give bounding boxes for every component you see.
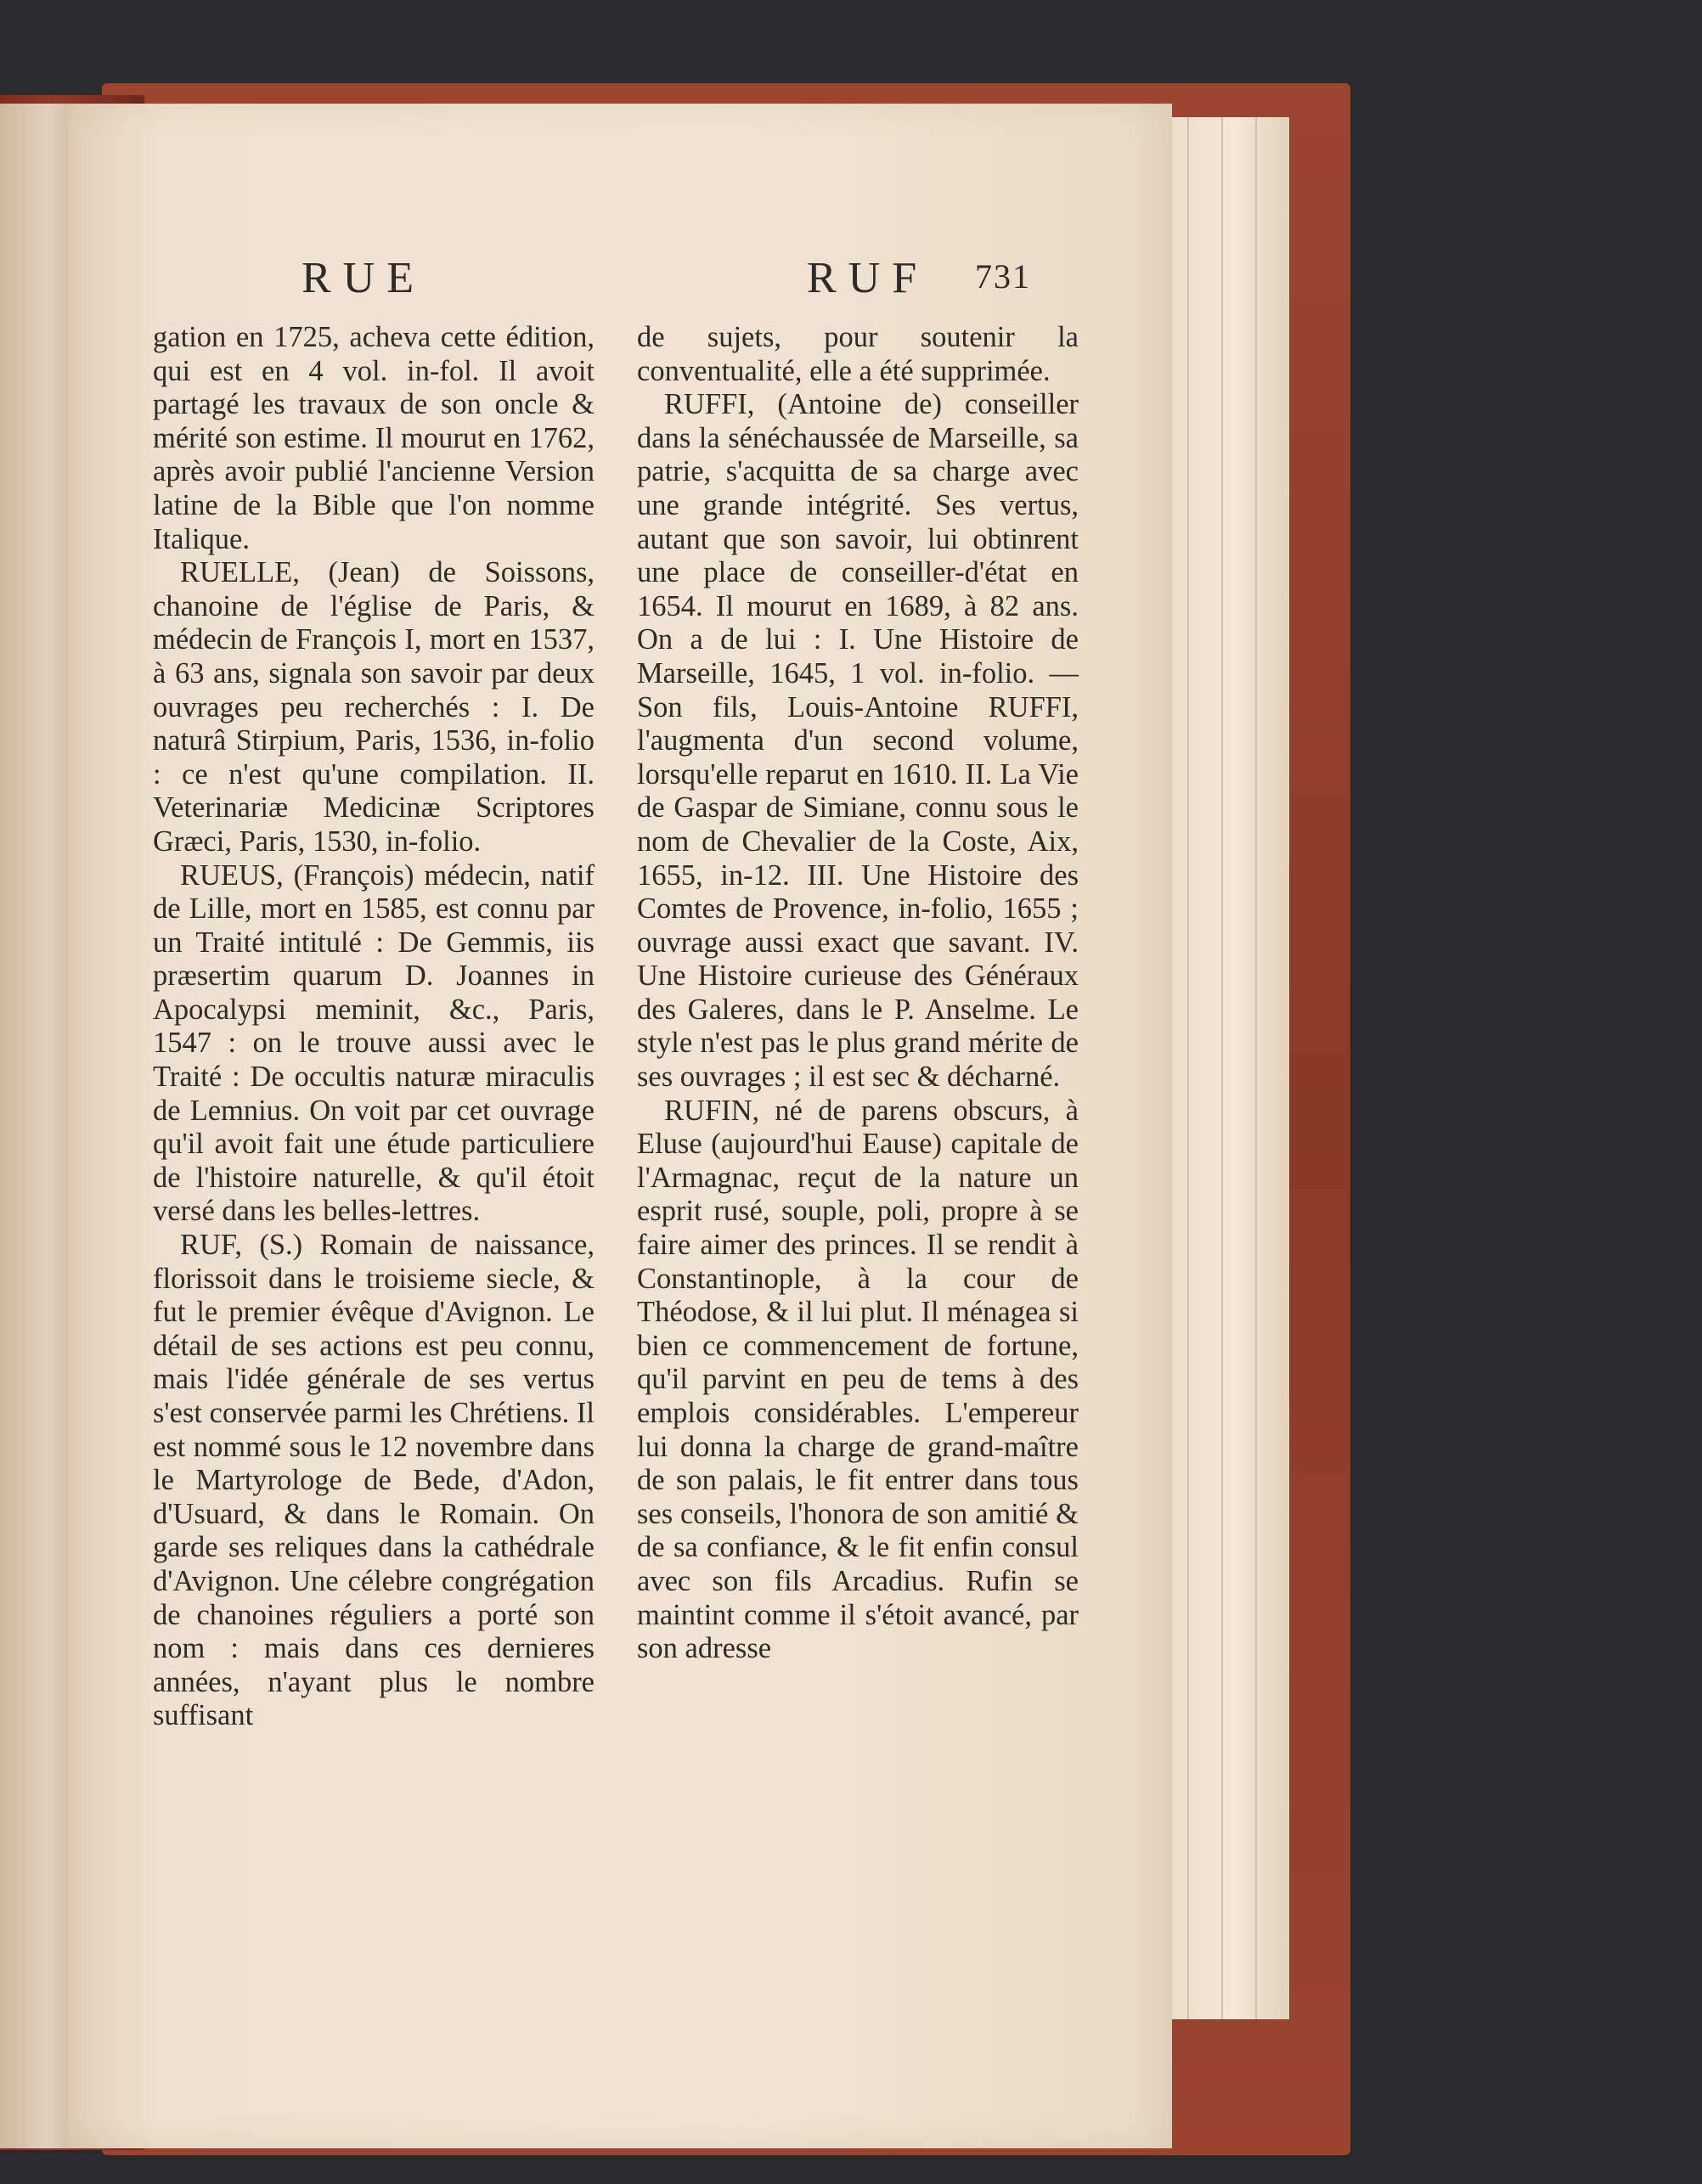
entry-paragraph: RUELLE, (Jean) de Soissons, chanoine de l'église de Paris, & médecin de François I, mort en 1537, à 63 ans, signala son savoir par deux ouvrages peu recherchés : I. De naturâ Stirpium, Paris, 1536, in-folio : ce n'est qu'une compilation. II. Veterinariæ Medicinæ Scriptores Græci, Paris, 1530, in-folio. — [153, 556, 595, 858]
book-page — [68, 104, 1172, 2148]
entry-paragraph: RUEUS, (François) médecin, natif de Lille, mort en 1585, est connu par un Traité intitulé : De Gemmis, iis præsertim quarum D. Joannes in Apocalypsi meminit, &c., Paris, 1547 : on le trouve aussi avec le Traité : De occultis naturæ miraculis de Lemnius. On voit par cet ouvrage qu'il avoit fait une étude particuliere de l'histoire naturelle, & qu'il étoit versé dans les belles-lettres. — [153, 858, 595, 1228]
entry-paragraph: RUFIN, né de parens obscurs, à Eluse (aujourd'hui Eause) capitale de l'Armagnac, reçut de la nature un esprit rusé, souple, poli, propre à se faire aimer des princes. Il se rendit à Constantinople, à la cour de Théodose, & il lui plut. Il ménagea si bien ce commencement de fortune, qu'il parvint en peu de tems à des emplois considérables. L'empereur lui donna la charge de grand-maître de son palais, le fit entrer dans tous ses conseils, l'honora de son amitié & de sa confiance, & le fit enfin consul avec son fils Arcadius. Rufin se maintint comme il s'étoit avancé, par son adresse — [637, 1094, 1079, 1665]
entry-paragraph: RUFFI, (Antoine de) conseiller dans la sénéchaussée de Marseille, sa patrie, s'acquitta de sa charge avec une grande intégrité. Ses vertus, autant que son savoir, lui obtinrent une place de conseiller-d'état en 1654. Il mourut en 1689, à 82 ans. On a de lui : I. Une Histoire de Marseille, 1645, 1 vol. in-folio. — Son fils, Louis-Antoine RUFFI, l'augmenta d'un second volume, lorsqu'elle reparut en 1610. II. La Vie de Gaspar de Simiane, connu sous le nom de Chevalier de la Coste, Aix, 1655, in-12. III. Une Histoire des Comtes de Provence, in-folio, 1655 ; ouvrage aussi exact que savant. IV. Une Histoire curieuse des Généraux des Galeres, dans le P. Anselme. Le style n'est pas le plus grand mérite de ses ouvrages ; il est sec & décharné. — [637, 388, 1079, 1094]
left-column — [153, 321, 595, 1733]
text-columns — [153, 321, 1079, 1733]
page-number: 731 — [975, 257, 1031, 296]
entry-paragraph: RUF, (S.) Romain de naissance, florissoit dans le troisieme siecle, & fut le premier évêque d'Avignon. Le détail de ses actions est peu connu, mais l'idée générale de ses vertus s'est conservée parmi les Chrétiens. Il est nommé sous le 12 novembre dans le Martyrologe de Bede, d'Adon, d'Usuard, & dans le Romain. On garde ses reliques dans la cathédrale d'Avignon. Une célebre congrégation de chanoines réguliers a porté son nom : mais dans ces dernieres années, n'ayant plus le nombre suffisant — [153, 1229, 595, 1732]
running-head-right: RUF — [807, 254, 929, 302]
running-head-left: RUE — [302, 254, 426, 302]
entry-paragraph: de sujets, pour soutenir la conventualité, elle a été supprimée. — [637, 321, 1079, 387]
previous-page-edge — [0, 104, 68, 2148]
entry-paragraph: gation en 1725, acheva cette édition, qui est en 4 vol. in-fol. Il avoit partagé les travaux de son oncle & mérité son estime. Il mourut en 1762, après avoir publié l'ancienne Version latine de la Bible que l'on nomme Italique. — [153, 321, 595, 555]
right-column — [637, 321, 1079, 1733]
page-content — [153, 253, 1079, 1733]
running-head — [153, 253, 1079, 321]
